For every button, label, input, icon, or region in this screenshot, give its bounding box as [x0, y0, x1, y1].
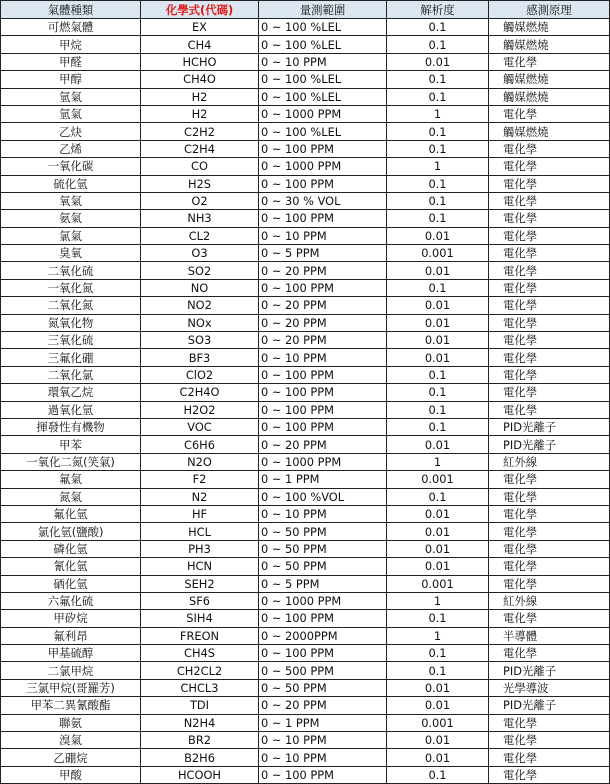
table-row — [1, 245, 610, 262]
principle-cell: 電化學 — [489, 749, 610, 766]
principle-cell: 電化學 — [489, 262, 610, 279]
range-cell: 0 ~ 10 PPM — [259, 349, 387, 366]
header-chemical-formula: 化學式(代碼) — [141, 1, 259, 19]
principle-cell: PID光離子 — [489, 697, 610, 714]
resolution-cell: 0.1 — [387, 36, 489, 53]
resolution-cell: 0.01 — [387, 540, 489, 557]
table-row — [1, 453, 610, 470]
range-cell: 0 ~ 1 PPM — [259, 471, 387, 488]
formula-cell: NO2 — [141, 297, 259, 314]
table-row — [1, 732, 610, 749]
resolution-cell: 0.1 — [387, 19, 489, 36]
range-cell: 0 ~ 100 %LEL — [259, 88, 387, 105]
resolution-cell: 0.01 — [387, 332, 489, 349]
formula-cell: NOx — [141, 314, 259, 331]
range-cell: 0 ~ 50 PPM — [259, 679, 387, 696]
resolution-cell: 0.01 — [387, 697, 489, 714]
resolution-cell: 0.1 — [387, 279, 489, 296]
table-row — [1, 71, 610, 88]
range-cell: 0 ~ 20 PPM — [259, 332, 387, 349]
gas-name-cell: 甲醇 — [1, 71, 141, 88]
range-cell: 0 ~ 100 PPM — [259, 384, 387, 401]
formula-cell: CL2 — [141, 227, 259, 244]
table-row — [1, 105, 610, 122]
table-row — [1, 158, 610, 175]
resolution-cell: 0.01 — [387, 53, 489, 70]
table-row — [1, 366, 610, 383]
resolution-cell: 0.1 — [387, 210, 489, 227]
formula-cell: SF6 — [141, 592, 259, 609]
gas-name-cell: 甲苯 — [1, 436, 141, 453]
principle-cell: 電化學 — [489, 192, 610, 209]
principle-cell: 紅外線 — [489, 592, 610, 609]
principle-cell: 電化學 — [489, 401, 610, 418]
table-row — [1, 592, 610, 609]
table-row — [1, 36, 610, 53]
table-row — [1, 558, 610, 575]
gas-name-cell: 氟化氫 — [1, 505, 141, 522]
resolution-cell: 0.01 — [387, 558, 489, 575]
principle-cell: 電化學 — [489, 210, 610, 227]
principle-cell: 電化學 — [489, 732, 610, 749]
formula-cell: VOC — [141, 418, 259, 435]
gas-name-cell: 硫化氫 — [1, 175, 141, 192]
gas-name-cell: 一氧化氮 — [1, 279, 141, 296]
principle-cell: 電化學 — [489, 245, 610, 262]
resolution-cell: 0.01 — [387, 732, 489, 749]
principle-cell: 光學導波 — [489, 679, 610, 696]
gas-name-cell: 過氧化氫 — [1, 401, 141, 418]
resolution-cell: 1 — [387, 158, 489, 175]
range-cell: 0 ~ 1 PPM — [259, 714, 387, 731]
resolution-cell: 0.1 — [387, 488, 489, 505]
table-row — [1, 140, 610, 157]
table-row — [1, 471, 610, 488]
table-row — [1, 192, 610, 209]
resolution-cell: 1 — [387, 453, 489, 470]
principle-cell: 電化學 — [489, 279, 610, 296]
principle-cell: 電化學 — [489, 175, 610, 192]
table-row — [1, 488, 610, 505]
gas-name-cell: 甲矽烷 — [1, 610, 141, 627]
table-row — [1, 418, 610, 435]
table-row — [1, 662, 610, 679]
principle-cell: 電化學 — [489, 523, 610, 540]
gas-name-cell: 氫氣 — [1, 88, 141, 105]
gas-name-cell: 甲酸 — [1, 766, 141, 783]
resolution-cell: 0.1 — [387, 384, 489, 401]
table-row — [1, 645, 610, 662]
formula-cell: BR2 — [141, 732, 259, 749]
resolution-cell: 0.01 — [387, 349, 489, 366]
principle-cell: 電化學 — [489, 575, 610, 592]
resolution-cell: 0.001 — [387, 471, 489, 488]
gas-name-cell: 乙炔 — [1, 123, 141, 140]
resolution-cell: 0.1 — [387, 401, 489, 418]
principle-cell: 觸媒燃燒 — [489, 123, 610, 140]
gas-name-cell: 硒化氫 — [1, 575, 141, 592]
resolution-cell: 0.1 — [387, 610, 489, 627]
gas-name-cell: 三氧化硫 — [1, 332, 141, 349]
table-row — [1, 314, 610, 331]
resolution-cell: 0.01 — [387, 436, 489, 453]
formula-cell: CH4O — [141, 71, 259, 88]
table-row — [1, 262, 610, 279]
range-cell: 0 ~ 10 PPM — [259, 732, 387, 749]
gas-name-cell: 三氯甲烷(哥羅芳) — [1, 679, 141, 696]
range-cell: 0 ~ 100 %VOL — [259, 488, 387, 505]
principle-cell: 電化學 — [489, 766, 610, 783]
formula-cell: HCOOH — [141, 766, 259, 783]
resolution-cell: 0.001 — [387, 245, 489, 262]
gas-name-cell: 溴氣 — [1, 732, 141, 749]
resolution-cell: 0.01 — [387, 679, 489, 696]
gas-name-cell: 氫氣 — [1, 105, 141, 122]
formula-cell: C6H6 — [141, 436, 259, 453]
principle-cell: 電化學 — [489, 158, 610, 175]
range-cell: 0 ~ 20 PPM — [259, 262, 387, 279]
principle-cell: 電化學 — [489, 645, 610, 662]
gas-name-cell: 可燃氣體 — [1, 19, 141, 36]
formula-cell: H2S — [141, 175, 259, 192]
table-row — [1, 210, 610, 227]
formula-cell: SEH2 — [141, 575, 259, 592]
gas-name-cell: 氰化氫 — [1, 558, 141, 575]
range-cell: 0 ~ 10 PPM — [259, 749, 387, 766]
table-row — [1, 523, 610, 540]
header-row — [1, 1, 610, 19]
resolution-cell: 0.1 — [387, 88, 489, 105]
gas-name-cell: 六氟化硫 — [1, 592, 141, 609]
table-row — [1, 297, 610, 314]
formula-cell: H2O2 — [141, 401, 259, 418]
principle-cell: 電化學 — [489, 349, 610, 366]
range-cell: 0 ~ 50 PPM — [259, 558, 387, 575]
formula-cell: O2 — [141, 192, 259, 209]
formula-cell: C2H4 — [141, 140, 259, 157]
range-cell: 0 ~ 20 PPM — [259, 297, 387, 314]
range-cell: 0 ~ 10 PPM — [259, 227, 387, 244]
formula-cell: HF — [141, 505, 259, 522]
gas-name-cell: 三氟化硼 — [1, 349, 141, 366]
range-cell: 0 ~ 20 PPM — [259, 697, 387, 714]
range-cell: 0 ~ 100 %LEL — [259, 19, 387, 36]
table-row — [1, 349, 610, 366]
range-cell: 0 ~ 100 PPM — [259, 645, 387, 662]
formula-cell: SO3 — [141, 332, 259, 349]
table-header — [1, 1, 610, 19]
range-cell: 0 ~ 100 PPM — [259, 366, 387, 383]
principle-cell: 電化學 — [489, 297, 610, 314]
table-row — [1, 749, 610, 766]
gas-name-cell: 甲基硫醇 — [1, 645, 141, 662]
table-row — [1, 610, 610, 627]
range-cell: 0 ~ 100 PPM — [259, 401, 387, 418]
principle-cell: 紅外線 — [489, 453, 610, 470]
formula-cell: C2H4O — [141, 384, 259, 401]
table-row — [1, 384, 610, 401]
range-cell: 0 ~ 100 PPM — [259, 279, 387, 296]
table-row — [1, 175, 610, 192]
gas-name-cell: 甲苯二異氰酸酯 — [1, 697, 141, 714]
range-cell: 0 ~ 50 PPM — [259, 540, 387, 557]
formula-cell: PH3 — [141, 540, 259, 557]
principle-cell: 電化學 — [489, 471, 610, 488]
formula-cell: CH2CL2 — [141, 662, 259, 679]
range-cell: 0 ~ 100 PPM — [259, 418, 387, 435]
range-cell: 0 ~ 500 PPM — [259, 662, 387, 679]
resolution-cell: 0.01 — [387, 523, 489, 540]
gas-name-cell: 二氧化氯 — [1, 366, 141, 383]
formula-cell: ClO2 — [141, 366, 259, 383]
formula-cell: CH4S — [141, 645, 259, 662]
formula-cell: CO — [141, 158, 259, 175]
range-cell: 0 ~ 1000 PPM — [259, 453, 387, 470]
resolution-cell: 0.1 — [387, 123, 489, 140]
principle-cell: 觸媒燃燒 — [489, 36, 610, 53]
resolution-cell: 0.01 — [387, 314, 489, 331]
resolution-cell: 0.1 — [387, 662, 489, 679]
range-cell: 0 ~ 100 PPM — [259, 610, 387, 627]
resolution-cell: 0.001 — [387, 575, 489, 592]
resolution-cell: 1 — [387, 592, 489, 609]
gas-name-cell: 臭氧 — [1, 245, 141, 262]
range-cell: 0 ~ 1000 PPM — [259, 592, 387, 609]
principle-cell: PID光離子 — [489, 662, 610, 679]
formula-cell: CH4 — [141, 36, 259, 53]
resolution-cell: 1 — [387, 105, 489, 122]
formula-cell: H2 — [141, 88, 259, 105]
principle-cell: 電化學 — [489, 384, 610, 401]
formula-cell: C2H2 — [141, 123, 259, 140]
formula-cell: N2H4 — [141, 714, 259, 731]
principle-cell: 半導體 — [489, 627, 610, 644]
formula-cell: NO — [141, 279, 259, 296]
formula-cell: O3 — [141, 245, 259, 262]
table-row — [1, 436, 610, 453]
resolution-cell: 0.1 — [387, 140, 489, 157]
formula-cell: FREON — [141, 627, 259, 644]
formula-cell: HCN — [141, 558, 259, 575]
table-row — [1, 401, 610, 418]
range-cell: 0 ~ 20 PPM — [259, 314, 387, 331]
principle-cell: 電化學 — [489, 53, 610, 70]
resolution-cell: 0.1 — [387, 766, 489, 783]
formula-cell: B2H6 — [141, 749, 259, 766]
principle-cell: 觸媒燃燒 — [489, 19, 610, 36]
principle-cell: 電化學 — [489, 140, 610, 157]
resolution-cell: 0.01 — [387, 749, 489, 766]
gas-name-cell: 氟氣 — [1, 471, 141, 488]
resolution-cell: 0.01 — [387, 297, 489, 314]
table-row — [1, 19, 610, 36]
gas-name-cell: 乙硼烷 — [1, 749, 141, 766]
range-cell: 0 ~ 2000PPM — [259, 627, 387, 644]
header-sensing-principle: 感測原理 — [489, 1, 610, 19]
gas-name-cell: 揮發性有機物 — [1, 418, 141, 435]
range-cell: 0 ~ 100 PPM — [259, 766, 387, 783]
principle-cell: 電化學 — [489, 227, 610, 244]
resolution-cell: 0.01 — [387, 505, 489, 522]
table-row — [1, 88, 610, 105]
principle-cell: 電化學 — [489, 488, 610, 505]
table-row — [1, 697, 610, 714]
resolution-cell: 0.1 — [387, 418, 489, 435]
table-row — [1, 540, 610, 557]
range-cell: 0 ~ 20 PPM — [259, 436, 387, 453]
range-cell: 0 ~ 100 PPM — [259, 140, 387, 157]
gas-name-cell: 環氧乙烷 — [1, 384, 141, 401]
formula-cell: F2 — [141, 471, 259, 488]
gas-name-cell: 二氯甲烷 — [1, 662, 141, 679]
formula-cell: HCHO — [141, 53, 259, 70]
resolution-cell: 0.001 — [387, 714, 489, 731]
principle-cell: 電化學 — [489, 314, 610, 331]
resolution-cell: 0.1 — [387, 366, 489, 383]
gas-name-cell: 二氧化氮 — [1, 297, 141, 314]
formula-cell: H2 — [141, 105, 259, 122]
table-row — [1, 714, 610, 731]
gas-name-cell: 一氧化二氮(笑氣) — [1, 453, 141, 470]
table-row — [1, 575, 610, 592]
principle-cell: 電化學 — [489, 714, 610, 731]
principle-cell: 電化學 — [489, 540, 610, 557]
table-row — [1, 227, 610, 244]
formula-cell: HCL — [141, 523, 259, 540]
principle-cell: 電化學 — [489, 332, 610, 349]
resolution-cell: 0.01 — [387, 262, 489, 279]
table-row — [1, 766, 610, 783]
principle-cell: 電化學 — [489, 366, 610, 383]
gas-name-cell: 二氧化硫 — [1, 262, 141, 279]
range-cell: 0 ~ 5 PPM — [259, 575, 387, 592]
range-cell: 0 ~ 100 PPM — [259, 210, 387, 227]
principle-cell: 電化學 — [489, 610, 610, 627]
range-cell: 0 ~ 1000 PPM — [259, 158, 387, 175]
principle-cell: 電化學 — [489, 105, 610, 122]
gas-name-cell: 氮氧化物 — [1, 314, 141, 331]
gas-name-cell: 氯化氫(鹽酸) — [1, 523, 141, 540]
header-gas-type: 氣體種類 — [1, 1, 141, 19]
gas-name-cell: 氨氣 — [1, 210, 141, 227]
table-row — [1, 505, 610, 522]
range-cell: 0 ~ 50 PPM — [259, 523, 387, 540]
header-resolution: 解析度 — [387, 1, 489, 19]
range-cell: 0 ~ 100 PPM — [259, 175, 387, 192]
resolution-cell: 0.1 — [387, 645, 489, 662]
table-row — [1, 679, 610, 696]
formula-cell: BF3 — [141, 349, 259, 366]
range-cell: 0 ~ 10 PPM — [259, 505, 387, 522]
table-row — [1, 332, 610, 349]
gas-name-cell: 氮氣 — [1, 488, 141, 505]
range-cell: 0 ~ 5 PPM — [259, 245, 387, 262]
range-cell: 0 ~ 100 %LEL — [259, 123, 387, 140]
range-cell: 0 ~ 100 %LEL — [259, 71, 387, 88]
table-row — [1, 123, 610, 140]
formula-cell: SIH4 — [141, 610, 259, 627]
gas-name-cell: 氯氣 — [1, 227, 141, 244]
table-row — [1, 279, 610, 296]
range-cell: 0 ~ 30 % VOL — [259, 192, 387, 209]
formula-cell: EX — [141, 19, 259, 36]
resolution-cell: 0.1 — [387, 71, 489, 88]
formula-cell: SO2 — [141, 262, 259, 279]
principle-cell: PID光離子 — [489, 436, 610, 453]
header-measuring-range: 量測範圍 — [259, 1, 387, 19]
resolution-cell: 0.1 — [387, 175, 489, 192]
formula-cell: CHCL3 — [141, 679, 259, 696]
gas-name-cell: 甲醛 — [1, 53, 141, 70]
gas-name-cell: 甲烷 — [1, 36, 141, 53]
principle-cell: 電化學 — [489, 505, 610, 522]
resolution-cell: 0.01 — [387, 227, 489, 244]
formula-cell: N2 — [141, 488, 259, 505]
range-cell: 0 ~ 10 PPM — [259, 53, 387, 70]
range-cell: 0 ~ 1000 PPM — [259, 105, 387, 122]
gas-name-cell: 聯氨 — [1, 714, 141, 731]
resolution-cell: 1 — [387, 627, 489, 644]
formula-cell: NH3 — [141, 210, 259, 227]
resolution-cell: 0.1 — [387, 192, 489, 209]
principle-cell: PID光離子 — [489, 418, 610, 435]
formula-cell: N2O — [141, 453, 259, 470]
table-row — [1, 53, 610, 70]
range-cell: 0 ~ 100 %LEL — [259, 36, 387, 53]
principle-cell: 觸媒燃燒 — [489, 71, 610, 88]
gas-name-cell: 氧氣 — [1, 192, 141, 209]
principle-cell: 觸媒燃燒 — [489, 88, 610, 105]
gas-name-cell: 一氧化碳 — [1, 158, 141, 175]
gas-name-cell: 乙烯 — [1, 140, 141, 157]
principle-cell: 電化學 — [489, 558, 610, 575]
table-row — [1, 627, 610, 644]
formula-cell: TDI — [141, 697, 259, 714]
table-body — [1, 19, 610, 784]
gas-name-cell: 氟利昂 — [1, 627, 141, 644]
gas-name-cell: 磷化氫 — [1, 540, 141, 557]
